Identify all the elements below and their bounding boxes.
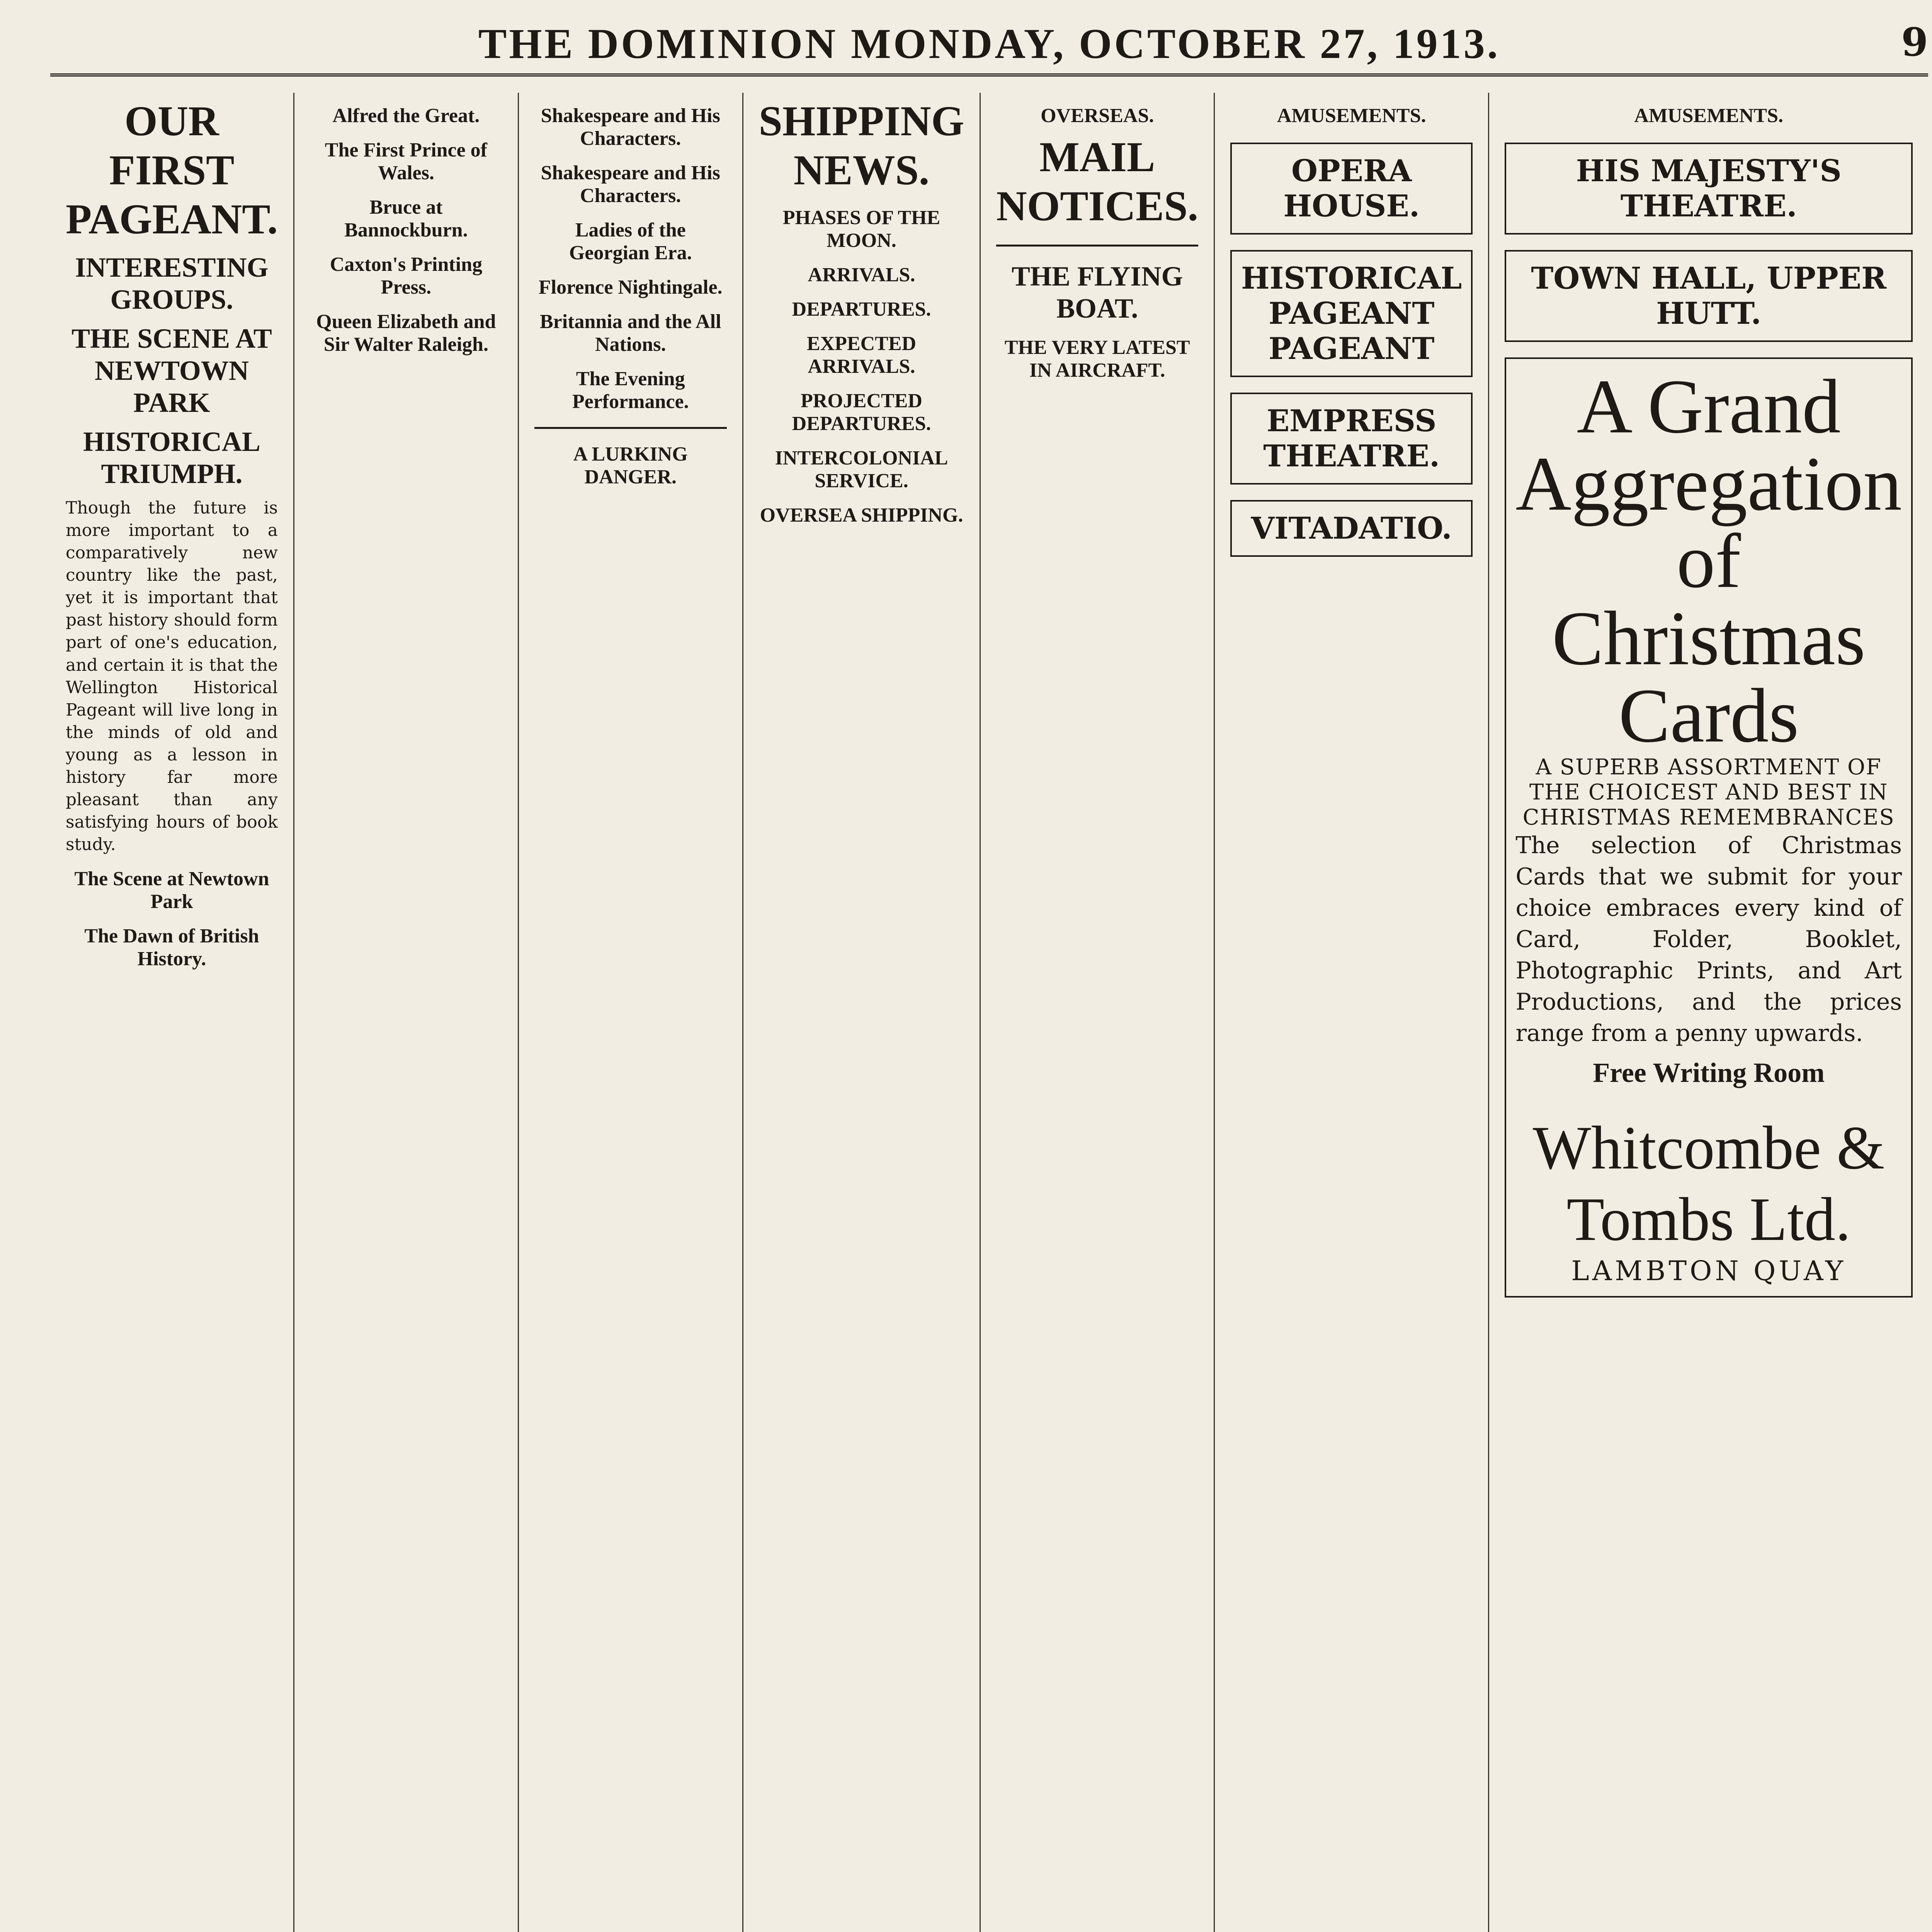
- section-heading: Britannia and the All Nations.: [539, 311, 721, 355]
- masthead: [50, 15, 1928, 77]
- advert-box: [1230, 500, 1473, 557]
- advertiser-address: LAMBTON QUAY: [1571, 1255, 1847, 1287]
- section-heading: Alfred the Great.: [332, 105, 480, 127]
- subheadline: THE SCENE AT NEWTOWN PARK: [71, 323, 272, 418]
- column-4: [743, 93, 981, 1932]
- advert-box: [1505, 250, 1913, 342]
- section-heading: AMUSEMENTS.: [1277, 105, 1426, 127]
- advert-box: [1230, 393, 1473, 485]
- section-heading: The Scene at Newtown Park: [74, 868, 269, 913]
- masthead-title: THE DOMINION MONDAY, OCTOBER 27, 1913.: [478, 20, 1500, 67]
- section-heading: PHASES OF THE MOON.: [782, 207, 940, 252]
- column-7: [1489, 93, 1928, 1932]
- column-5: [981, 93, 1215, 1932]
- page-columns: [50, 93, 1928, 1932]
- section-heading: Florence Nightingale.: [538, 276, 723, 298]
- section-heading: The Evening Performance.: [572, 368, 689, 413]
- section-heading: PROJECTED DEPARTURES.: [792, 390, 931, 435]
- section-heading: Free Writing Room: [1593, 1057, 1825, 1088]
- advert-copy: The selection of Christmas Cards that we submit for your choice embraces every kind of Card, Folder, Booklet, Photographic Prints, and Art Productions, and the prices range from a penny upwards.: [1515, 832, 1902, 1047]
- section-heading: THE VERY LATEST IN AIRCRAFT.: [1004, 337, 1190, 381]
- advert-title: EMPRESS THEATRE.: [1263, 403, 1440, 474]
- section-heading: Shakespeare and His Characters.: [541, 105, 720, 150]
- section-heading: Bruce at Bannockburn.: [344, 196, 468, 241]
- section-heading: DEPARTURES.: [792, 298, 931, 320]
- column-2: [294, 93, 519, 1932]
- subheadline: HISTORICAL TRIUMPH.: [83, 426, 260, 489]
- section-heading: Ladies of the Georgian Era.: [569, 219, 692, 264]
- advert-title: OPERA HOUSE.: [1283, 153, 1420, 224]
- section-heading: Caxton's Printing Press.: [330, 253, 483, 298]
- advertiser-name: Whitcombe & Tombs Ltd.: [1532, 1113, 1885, 1253]
- advert-title: TOWN HALL, UPPER HUTT.: [1531, 261, 1887, 331]
- section-heading: The Dawn of British History.: [84, 925, 259, 970]
- subheadline: INTERESTING GROUPS.: [75, 252, 269, 315]
- section-heading: INTERCOLONIAL SERVICE.: [775, 447, 948, 492]
- advert-box: [1230, 143, 1473, 235]
- advert-box: [1505, 143, 1913, 235]
- section-heading: OVERSEAS.: [1041, 105, 1154, 127]
- headline: MAIL NOTICES.: [996, 133, 1199, 230]
- advert-box: [1230, 250, 1473, 377]
- divider: [996, 245, 1198, 247]
- advert-title: A Grand Aggregation of Christmas Cards: [1515, 364, 1902, 759]
- divider: [534, 427, 727, 429]
- page-number: 9: [1901, 19, 1928, 65]
- section-heading: OVERSEA SHIPPING.: [760, 504, 963, 526]
- advert-subtitle: A SUPERB ASSORTMENT OF THE CHOICEST AND BEST IN CHRISTMAS REMEMBRANCES: [1522, 755, 1895, 830]
- column-3: [519, 93, 743, 1932]
- article-paragraph: Though the future is more important to a comparatively new country like the past, yet it is important that past history should form part of one's education, and certain it is that the Wellington Historical Pageant will live long in the minds of old and young as a lesson in history far more pleasant than any satisfying hours of book study.: [66, 498, 278, 855]
- section-heading: A LURKING DANGER.: [573, 443, 688, 488]
- section-heading: AMUSEMENTS.: [1634, 105, 1784, 127]
- advert-title: HISTORICAL PAGEANT PAGEANT: [1241, 261, 1462, 366]
- advert-title: VITADATIO.: [1251, 511, 1452, 546]
- christmas-advert: [1505, 357, 1913, 1298]
- advert-title: HIS MAJESTY'S THEATRE.: [1576, 153, 1842, 224]
- column-1: [50, 93, 294, 1932]
- section-heading: EXPECTED ARRIVALS.: [806, 333, 917, 378]
- section-heading: ARRIVALS.: [808, 264, 915, 286]
- column-6: [1215, 93, 1489, 1932]
- section-heading: Shakespeare and His Characters.: [541, 162, 720, 207]
- headline: SHIPPING NEWS.: [759, 97, 964, 194]
- section-heading: THE FLYING BOAT.: [1011, 261, 1183, 324]
- section-heading: The First Prince of Wales.: [325, 139, 487, 184]
- headline: OUR FIRST PAGEANT.: [66, 97, 278, 243]
- section-heading: Queen Elizabeth and Sir Walter Raleigh.: [316, 311, 496, 355]
